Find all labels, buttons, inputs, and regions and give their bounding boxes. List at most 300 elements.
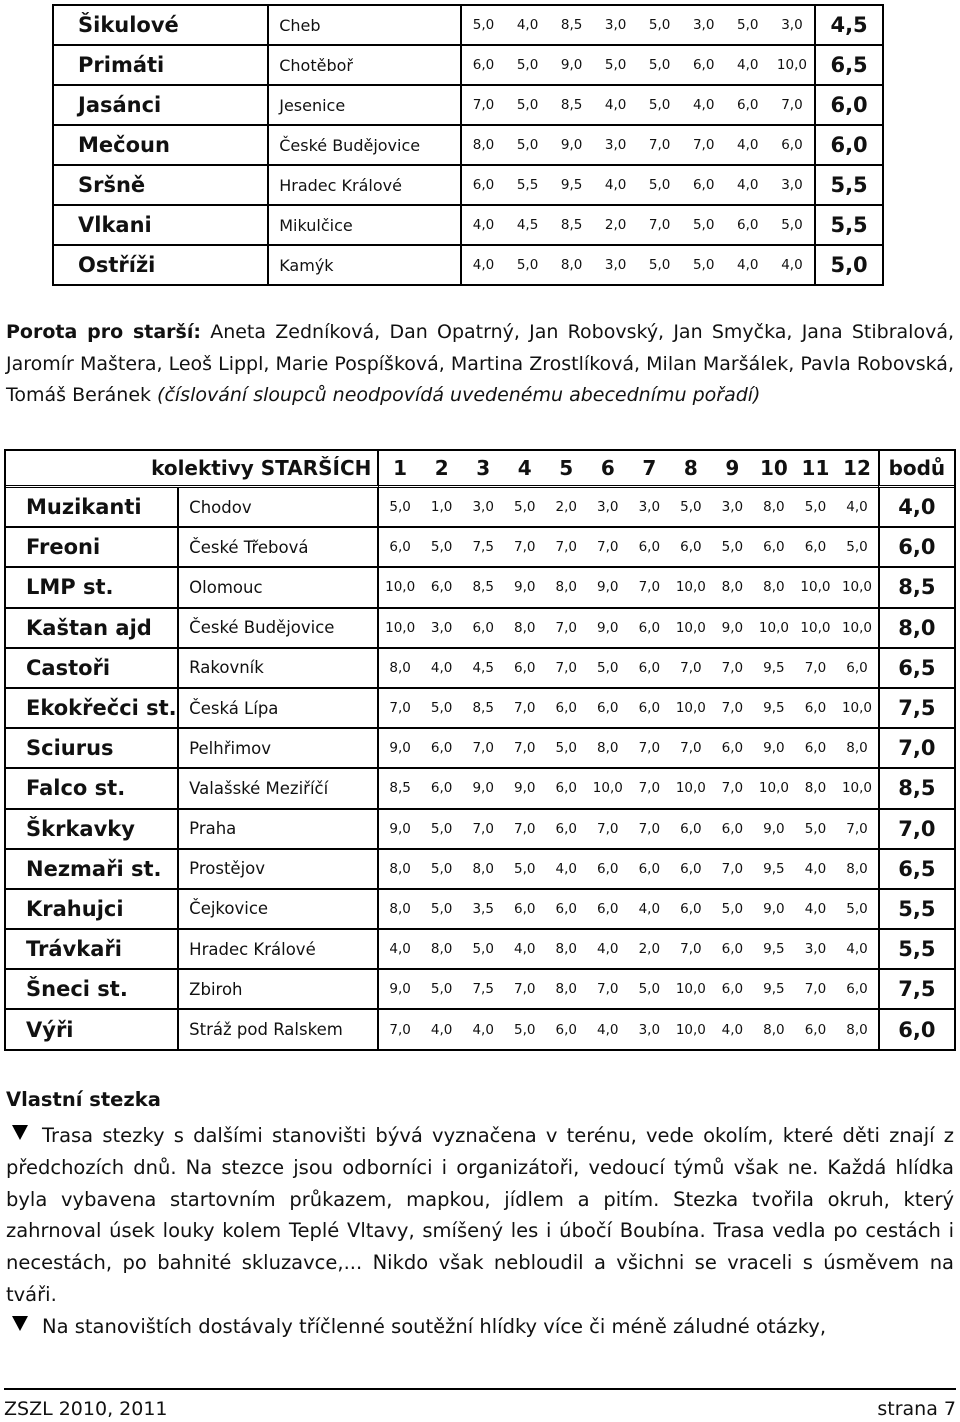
- score-cell: 2,0: [629, 930, 671, 970]
- team-name: Jasánci: [54, 86, 269, 126]
- score-cell: 10,0: [670, 769, 712, 809]
- score-cell: 7,0: [587, 970, 629, 1010]
- total-cell: 8,5: [878, 568, 954, 608]
- score-cell: 5,0: [546, 729, 588, 769]
- total-cell: 5,5: [878, 930, 954, 970]
- column-number: 4: [504, 451, 546, 488]
- score-cell: 6,0: [421, 729, 463, 769]
- total-cell: 6,5: [878, 649, 954, 689]
- score-cell: 8,0: [846, 1021, 868, 1038]
- column-number: 9: [712, 451, 754, 488]
- score-cell: 6,0: [670, 850, 712, 890]
- score-cell: 10,0: [670, 568, 712, 608]
- paragraph-text: Na stanovištích dostávaly tříčlenné soutěžní hlídky více či méně záludné otázky,: [42, 1315, 827, 1338]
- team-city: České Třebová: [179, 528, 379, 568]
- score-cell: 5,5: [506, 166, 550, 206]
- score-cell: 7,0: [670, 649, 712, 689]
- team-name: Nezmaři st.: [6, 850, 179, 890]
- score-cell: 9,0: [587, 609, 629, 649]
- score-cell: 8,0: [560, 257, 583, 273]
- results-table-younger: [52, 4, 884, 286]
- score-cell: 6,0: [726, 86, 770, 126]
- team-city: Zbiroh: [179, 970, 379, 1010]
- score-cell: 4,0: [546, 850, 588, 890]
- table-row: [6, 769, 954, 809]
- total-cell: 6,0: [878, 1010, 954, 1048]
- total-header: bodů: [878, 451, 954, 488]
- score-cell: 7,0: [462, 86, 506, 126]
- column-number: 12: [836, 451, 878, 488]
- score-cell: 5,0: [726, 6, 770, 46]
- score-cell: 7,0: [670, 930, 712, 970]
- score-cell: 5,0: [513, 1021, 536, 1038]
- total-cell: 7,0: [878, 810, 954, 850]
- score-cell: 8,0: [795, 769, 837, 809]
- score-cell: 5,0: [516, 257, 539, 273]
- score-cell: 5,0: [587, 649, 629, 689]
- team-name: Vlkani: [54, 206, 269, 246]
- score-cell: 9,0: [379, 810, 421, 850]
- team-name: Falco st.: [6, 769, 179, 809]
- score-cell: 10,0: [675, 1021, 706, 1038]
- score-cell: 8,5: [379, 769, 421, 809]
- score-cell: 7,0: [638, 126, 682, 166]
- score-cell: 10,0: [836, 568, 878, 608]
- score-cell: 9,0: [550, 46, 594, 86]
- team-city: Valašské Meziříčí: [179, 769, 379, 809]
- score-cell: 5,0: [504, 850, 546, 890]
- score-cell: 5,0: [795, 810, 837, 850]
- score-cell: 7,0: [587, 810, 629, 850]
- score-cell: 5,0: [770, 206, 814, 246]
- total-cell: 7,5: [878, 689, 954, 729]
- table-row: [54, 206, 882, 246]
- table-row: [54, 46, 882, 86]
- table-row: [54, 246, 882, 284]
- score-cell: 8,0: [546, 930, 588, 970]
- score-cell: 7,0: [504, 528, 546, 568]
- score-cell: 8,0: [462, 126, 506, 166]
- score-cell: 3,0: [594, 126, 638, 166]
- section-paragraph-1: [6, 1120, 954, 1311]
- score-cell: 8,0: [546, 970, 588, 1010]
- score-cell: 8,0: [753, 568, 795, 608]
- table-row: [54, 166, 882, 206]
- score-cell: 7,0: [462, 810, 504, 850]
- score-cell: 4,0: [506, 6, 550, 46]
- score-cell: 8,5: [462, 689, 504, 729]
- score-cell: 6,0: [504, 649, 546, 689]
- column-number: 3: [462, 451, 504, 488]
- score-cell: 5,0: [421, 528, 463, 568]
- total-cell: 6,5: [878, 850, 954, 890]
- score-cell: 6,0: [587, 689, 629, 729]
- score-cell: 6,0: [587, 890, 629, 930]
- score-cell: 9,0: [712, 609, 754, 649]
- score-cell: 7,0: [504, 970, 546, 1010]
- jury-note: (číslování sloupců neodpovídá uvedenému abecednímu pořadí): [157, 384, 761, 406]
- paragraph-text: Trasa stezky s dalšími stanovišti bývá vyznačena v terénu, vede okolím, které děti znají z předchozích dnů. Na stezce jsou odborníci i organizátoři, vedoucí týmů však ne. Každá hlídka byla vybavena startovním průkazem, mapkou, jídlem a pitím. Stezka tvořila okruh, který zahrnoval úsek louky kolem Teplé Vltavy, smíšený les i úbočí Boubína. Trasa vedla po cestách i necestách, po bahnité skluzavce,... Nikdo však nebloudil a všichni se vraceli s úsměvem na tváři.: [6, 1124, 954, 1306]
- score-cell: 7,0: [504, 689, 546, 729]
- score-cell: 8,5: [550, 6, 594, 46]
- footer-left: ZSZL 2010, 2011: [4, 1398, 168, 1420]
- total-cell: 5,5: [814, 166, 882, 206]
- team-city: Kamýk: [269, 246, 461, 284]
- score-cell: 4,0: [472, 1021, 494, 1038]
- score-cell: 4,0: [504, 930, 546, 970]
- score-cell: 4,0: [795, 850, 837, 890]
- score-cell: 8,5: [550, 206, 594, 246]
- score-cell: 6,0: [712, 810, 754, 850]
- score-cell: 8,0: [504, 609, 546, 649]
- team-city: Chodov: [179, 488, 379, 528]
- score-cell: 6,0: [712, 930, 754, 970]
- score-cell: 6,0: [670, 528, 712, 568]
- score-cell: 4,5: [506, 206, 550, 246]
- score-cell: 5,0: [506, 126, 550, 166]
- team-name: Muzikanti: [6, 488, 179, 528]
- score-cell: 5,0: [462, 6, 506, 46]
- table-row: [54, 6, 882, 46]
- score-cell: 6,0: [804, 1021, 827, 1038]
- team-name: Šneci st.: [6, 970, 179, 1010]
- score-cell: 4,0: [379, 930, 421, 970]
- team-city: České Budějovice: [179, 609, 379, 649]
- table-header-row: [6, 451, 954, 488]
- score-cell: 5,0: [638, 6, 682, 46]
- score-cell: 7,5: [462, 528, 504, 568]
- score-cell: 3,0: [421, 609, 463, 649]
- team-city: Pelhřimov: [179, 729, 379, 769]
- score-cell: 6,0: [753, 528, 795, 568]
- score-cell: 9,0: [753, 729, 795, 769]
- score-cell: 6,0: [421, 568, 463, 608]
- score-cell: 4,0: [597, 1021, 619, 1038]
- score-cell: 7,0: [836, 810, 878, 850]
- score-cell: 7,0: [504, 810, 546, 850]
- total-cell: 7,5: [878, 970, 954, 1010]
- score-cell: 10,0: [753, 769, 795, 809]
- score-cell: 7,0: [379, 689, 421, 729]
- table-row: [6, 1010, 954, 1048]
- score-cell: 3,0: [587, 488, 629, 528]
- score-cell: 8,0: [836, 729, 878, 769]
- score-cell: 9,0: [462, 769, 504, 809]
- score-cell: 6,0: [462, 609, 504, 649]
- score-cell: 7,0: [712, 850, 754, 890]
- column-number: 8: [670, 451, 712, 488]
- score-cell: 4,0: [726, 46, 770, 86]
- score-cell: 7,0: [712, 689, 754, 729]
- score-cell: 10,0: [379, 568, 421, 608]
- score-cell: 5,0: [506, 86, 550, 126]
- score-cell: 6,0: [546, 689, 588, 729]
- team-name: Kaštan ajd: [6, 609, 179, 649]
- score-cell: 7,0: [389, 1021, 411, 1038]
- score-cell: 4,0: [421, 649, 463, 689]
- score-cell: 7,0: [587, 528, 629, 568]
- score-cell: 7,0: [629, 769, 671, 809]
- score-cell: 4,0: [726, 166, 770, 206]
- score-cell: 7,0: [795, 970, 837, 1010]
- score-cell: 5,0: [421, 970, 463, 1010]
- table-row: [6, 528, 954, 568]
- score-cell: 5,0: [629, 970, 671, 1010]
- score-cell: 8,0: [421, 930, 463, 970]
- jury-label: Porota pro starší:: [6, 321, 201, 343]
- score-cell: 7,0: [770, 86, 814, 126]
- score-cell: 5,0: [504, 488, 546, 528]
- team-name: Primáti: [54, 46, 269, 86]
- page-footer: [4, 1388, 956, 1422]
- table-row: [6, 729, 954, 769]
- score-cell: 6,0: [795, 528, 837, 568]
- score-cell: 4,0: [795, 890, 837, 930]
- table-row: [6, 850, 954, 890]
- score-cell: 6,0: [629, 649, 671, 689]
- total-cell: 7,0: [878, 729, 954, 769]
- table-row: [6, 609, 954, 649]
- score-cell: 7,0: [504, 729, 546, 769]
- team-city: Rakovník: [179, 649, 379, 689]
- score-cell: 5,0: [648, 257, 671, 273]
- score-cell: 4,0: [587, 930, 629, 970]
- team-name: Castoři: [6, 649, 179, 689]
- score-cell: 3,0: [462, 488, 504, 528]
- score-cell: 6,0: [795, 689, 837, 729]
- score-cell: 8,0: [462, 850, 504, 890]
- team-name: LMP st.: [6, 568, 179, 608]
- score-cell: 8,0: [836, 850, 878, 890]
- team-city: Cheb: [269, 6, 461, 46]
- score-cell: 9,5: [753, 930, 795, 970]
- score-cell: 7,0: [546, 609, 588, 649]
- team-city: Prostějov: [179, 850, 379, 890]
- total-cell: 5,5: [814, 206, 882, 246]
- score-cell: 7,0: [670, 729, 712, 769]
- score-cell: 2,0: [594, 206, 638, 246]
- column-number: 5: [546, 451, 588, 488]
- section-title: Vlastní stezka: [6, 1088, 161, 1111]
- score-cell: 7,0: [546, 649, 588, 689]
- team-city: Praha: [179, 810, 379, 850]
- score-cell: 8,0: [379, 890, 421, 930]
- team-name: Krahujci: [6, 890, 179, 930]
- table-row: [6, 890, 954, 930]
- table-row: [6, 488, 954, 528]
- score-cell: 5,0: [682, 206, 726, 246]
- total-cell: 4,5: [814, 6, 882, 46]
- team-name: Výři: [6, 1010, 179, 1048]
- score-cell: 6,0: [712, 729, 754, 769]
- score-cell: 7,0: [795, 649, 837, 689]
- score-cell: 5,0: [670, 488, 712, 528]
- score-cell: 5,0: [462, 930, 504, 970]
- score-cell: 8,5: [462, 568, 504, 608]
- score-cell: 5,0: [795, 488, 837, 528]
- score-cell: 6,0: [836, 649, 878, 689]
- score-cell: 4,0: [682, 86, 726, 126]
- score-cell: 10,0: [670, 970, 712, 1010]
- score-cell: 8,0: [763, 1021, 785, 1038]
- score-cell: 8,0: [379, 649, 421, 689]
- score-cell: 6,0: [670, 890, 712, 930]
- score-cell: 6,0: [770, 126, 814, 166]
- score-cell: 8,0: [587, 729, 629, 769]
- table-row: [6, 649, 954, 689]
- total-cell: 6,0: [814, 126, 882, 166]
- team-name: Trávkaři: [6, 930, 179, 970]
- score-cell: 6,0: [421, 769, 463, 809]
- score-cell: 4,0: [726, 126, 770, 166]
- column-number: 7: [629, 451, 671, 488]
- score-cell: 4,5: [462, 649, 504, 689]
- score-cell: 5,0: [506, 46, 550, 86]
- score-cell: 7,0: [546, 528, 588, 568]
- score-cell: 5,0: [421, 850, 463, 890]
- results-table-older: [4, 449, 956, 1051]
- score-cell: 6,0: [629, 528, 671, 568]
- score-cell: 4,0: [472, 257, 495, 273]
- score-cell: 4,0: [836, 930, 878, 970]
- table-row: [6, 568, 954, 608]
- team-name: Sciurus: [6, 729, 179, 769]
- score-cell: 8,0: [546, 568, 588, 608]
- score-cell: 4,0: [781, 257, 803, 273]
- score-cell: 6,0: [587, 850, 629, 890]
- score-cell: 9,0: [753, 890, 795, 930]
- column-number: 2: [421, 451, 463, 488]
- team-city: Stráž pod Ralskem: [179, 1010, 379, 1048]
- score-cell: 6,0: [629, 609, 671, 649]
- score-cell: 5,0: [638, 166, 682, 206]
- score-cell: 7,5: [462, 970, 504, 1010]
- score-cell: 7,0: [462, 729, 504, 769]
- score-cell: 5,0: [836, 528, 878, 568]
- score-cell: 8,0: [712, 568, 754, 608]
- score-cell: 3,5: [462, 890, 504, 930]
- score-cell: 6,0: [546, 810, 588, 850]
- score-cell: 6,0: [712, 970, 754, 1010]
- score-cell: 6,0: [682, 166, 726, 206]
- column-number: 11: [795, 451, 837, 488]
- team-city: Mikulčice: [269, 206, 461, 246]
- score-cell: 10,0: [587, 769, 629, 809]
- header-title: kolektivy STARŠÍCH: [6, 451, 379, 488]
- table-row: [6, 689, 954, 729]
- triangle-down-icon: [12, 1125, 28, 1140]
- score-cell: 5,0: [712, 528, 754, 568]
- team-name: Mečoun: [54, 126, 269, 166]
- score-cell: 9,5: [753, 689, 795, 729]
- table-row: [54, 126, 882, 166]
- triangle-down-icon: [12, 1316, 28, 1331]
- team-city: Olomouc: [179, 568, 379, 608]
- total-cell: 8,5: [878, 769, 954, 809]
- total-cell: 5,0: [814, 246, 882, 284]
- score-cell: 5,0: [712, 890, 754, 930]
- team-city: Jesenice: [269, 86, 461, 126]
- score-cell: 9,5: [753, 970, 795, 1010]
- score-cell: 8,5: [550, 86, 594, 126]
- score-cell: 9,0: [504, 568, 546, 608]
- score-cell: 5,0: [379, 488, 421, 528]
- score-cell: 10,0: [379, 609, 421, 649]
- score-cell: 9,5: [550, 166, 594, 206]
- team-name: Šikulové: [54, 6, 269, 46]
- table-row: [6, 970, 954, 1010]
- score-cell: 10,0: [795, 609, 837, 649]
- score-cell: 3,0: [795, 930, 837, 970]
- score-cell: 3,0: [770, 6, 814, 46]
- table-row: [6, 930, 954, 970]
- score-cell: 10,0: [836, 769, 878, 809]
- score-cell: 4,0: [430, 1021, 453, 1038]
- total-cell: 5,5: [878, 890, 954, 930]
- score-cell: 5,0: [638, 46, 682, 86]
- score-cell: 9,0: [587, 568, 629, 608]
- score-cell: 3,0: [682, 6, 726, 46]
- score-cell: 6,0: [682, 46, 726, 86]
- score-cell: 2,0: [546, 488, 588, 528]
- team-city: Hradec Králové: [269, 166, 461, 206]
- column-number: 1: [379, 451, 421, 488]
- team-city: České Budějovice: [269, 126, 461, 166]
- team-city: Česká Lípa: [179, 689, 379, 729]
- score-cell: 7,0: [629, 810, 671, 850]
- score-cell: 7,0: [712, 769, 754, 809]
- total-cell: 4,0: [878, 488, 954, 528]
- score-cell: 6,0: [836, 970, 878, 1010]
- score-cell: 9,5: [753, 850, 795, 890]
- jury-names: Aneta Zedníková, Dan Opatrný, Jan Robovský, Jan Smyčka, Jana Stibralová, Jaromír Maštera, Leoš Lippl, Marie Pospíšková, Martina Zrostlíková, Milan Maršálek, Pavla Robovská, Tomáš Beránek: [6, 321, 955, 406]
- score-cell: 9,0: [379, 729, 421, 769]
- score-cell: 10,0: [770, 46, 814, 86]
- score-cell: 10,0: [670, 689, 712, 729]
- score-cell: 5,0: [421, 890, 463, 930]
- team-name: Ostříži: [54, 246, 269, 284]
- score-cell: 10,0: [836, 609, 878, 649]
- score-cell: 3,0: [594, 6, 638, 46]
- score-cell: 5,0: [421, 810, 463, 850]
- score-cell: 7,0: [682, 126, 726, 166]
- total-cell: 6,0: [814, 86, 882, 126]
- score-cell: 4,0: [629, 890, 671, 930]
- score-cell: 9,5: [753, 649, 795, 689]
- total-cell: 8,0: [878, 609, 954, 649]
- page-number: strana 7: [877, 1398, 956, 1420]
- score-cell: 6,0: [546, 769, 588, 809]
- score-cell: 3,0: [770, 166, 814, 206]
- score-cell: 5,0: [594, 46, 638, 86]
- score-cell: 4,0: [721, 1021, 744, 1038]
- score-cell: 7,0: [629, 729, 671, 769]
- score-cell: 6,0: [462, 46, 506, 86]
- score-cell: 4,0: [594, 166, 638, 206]
- score-cell: 9,0: [550, 126, 594, 166]
- score-cell: 5,0: [836, 890, 878, 930]
- column-number: 6: [587, 451, 629, 488]
- score-cell: 6,0: [462, 166, 506, 206]
- total-cell: 6,5: [814, 46, 882, 86]
- team-name: Ekokřečci st.: [6, 689, 179, 729]
- table-row: [54, 86, 882, 126]
- score-cell: 3,0: [629, 488, 671, 528]
- score-cell: 6,0: [629, 689, 671, 729]
- team-city: Čejkovice: [179, 890, 379, 930]
- score-cell: 1,0: [421, 488, 463, 528]
- total-cell: 6,0: [878, 528, 954, 568]
